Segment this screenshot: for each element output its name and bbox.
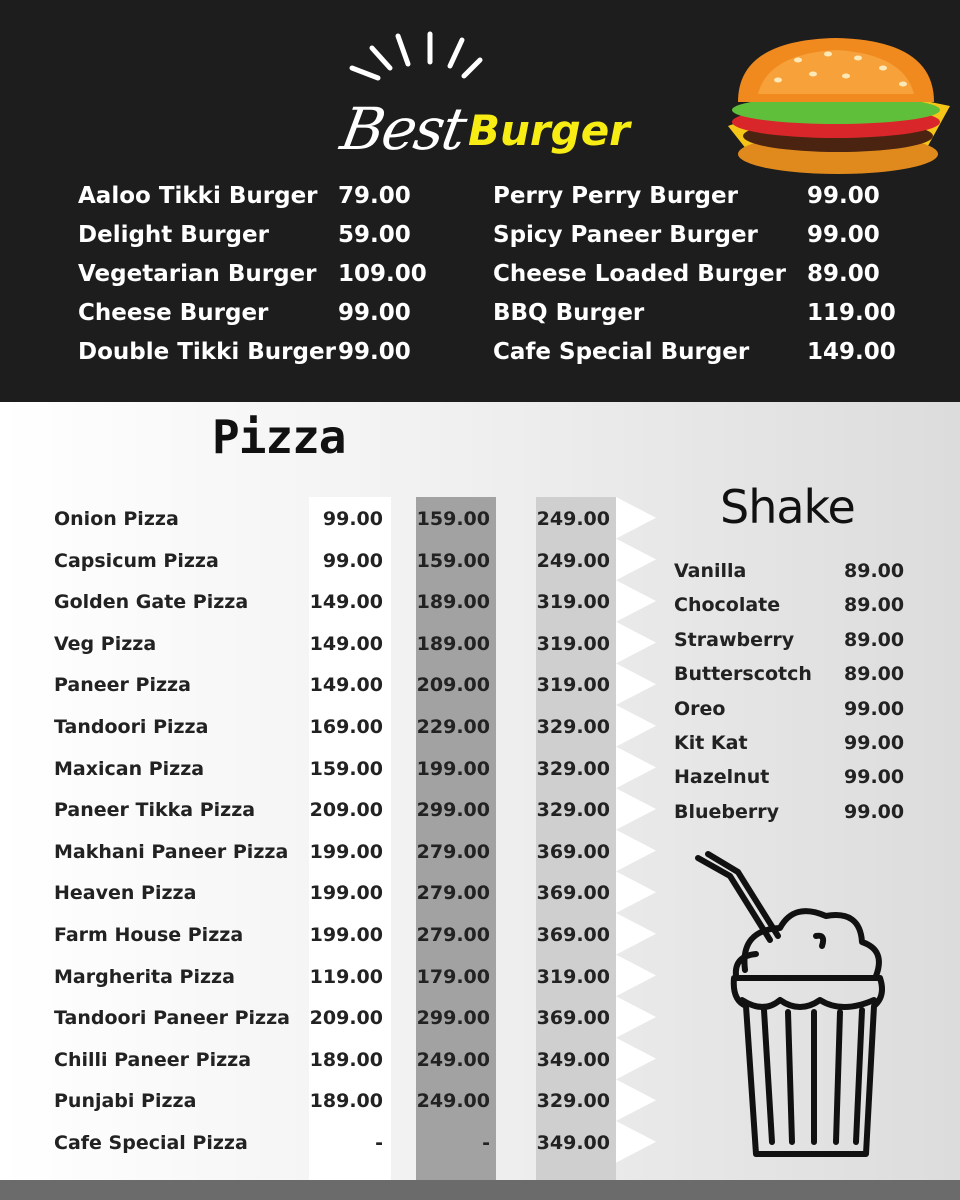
shake-name: Kit Kat [674,731,748,754]
shake-heading: Shake [720,480,855,534]
pizza-row [0,664,640,706]
burger-prices-left [338,177,427,372]
burger-price: 99.00 [338,339,411,365]
pizza-row [0,1039,640,1081]
price-medium: 249.00 [416,1048,490,1071]
price-medium: 249.00 [416,1090,490,1113]
burger-name: Aaloo Tikki Burger [78,183,318,209]
pizza-row [0,831,640,873]
burger-price: 99.00 [807,222,880,248]
shake-price: 99.00 [844,766,905,789]
burger-name: Double Tikki Burger [78,339,336,365]
burger-name: Spicy Paneer Burger [493,222,758,248]
price-medium: 279.00 [416,840,490,863]
price-small: 169.00 [309,715,383,738]
burger-illustration [718,14,958,184]
price-large: 249.00 [536,508,610,530]
price-medium: 279.00 [416,882,490,905]
shake-name: Oreo [674,697,726,720]
pizza-name: Farm House Pizza [54,923,244,946]
shake-name: Blueberry [674,800,780,823]
burger-section [0,0,960,402]
shake-price: 89.00 [844,560,905,582]
logo-burger-text: Burger [468,106,630,155]
shake-row [674,691,914,725]
pizza-name: Tandoori Paneer Pizza [54,1007,290,1030]
shake-name: Hazelnut [674,766,770,789]
burger-name: BBQ Burger [493,300,645,326]
pizza-row [0,872,640,914]
burger-price: 99.00 [338,300,411,326]
pizza-list [0,498,640,1164]
price-small: 159.00 [309,757,383,780]
price-medium: 189.00 [416,632,490,655]
shake-row [674,725,914,759]
shake-price: 99.00 [844,800,905,823]
footer-bar [0,1180,960,1200]
shake-row [674,759,914,793]
shake-price: 99.00 [844,697,905,720]
price-small: 99.00 [322,549,383,572]
price-large: 369.00 [536,840,610,863]
shake-price: 89.00 [844,663,905,686]
best-burger-logo [330,30,630,170]
pizza-name: Golden Gate Pizza [54,591,249,614]
price-large: 349.00 [536,1048,610,1071]
burger-name: Delight Burger [78,222,269,248]
pizza-row [0,623,640,665]
shake-row [674,587,914,621]
pizza-row [0,748,640,790]
pizza-name: Tandoori Pizza [54,715,209,738]
shake-price: 99.00 [844,731,905,754]
shake-row [674,553,914,587]
price-small: 199.00 [309,923,383,946]
pizza-row [0,498,640,540]
price-small: 199.00 [309,840,383,863]
price-small: 199.00 [309,882,383,905]
pizza-row [0,997,640,1039]
price-small: 189.00 [309,1090,383,1113]
pizza-name: Maxican Pizza [54,757,205,780]
shake-price: 89.00 [844,628,905,651]
burger-price: 59.00 [338,222,411,248]
price-medium: - [482,1131,490,1154]
pizza-name: Punjabi Pizza [54,1090,197,1113]
price-large: 369.00 [536,923,610,946]
pizza-row [0,706,640,748]
price-large: 329.00 [536,757,610,780]
price-medium: 159.00 [416,508,490,530]
pizza-name: Paneer Pizza [54,674,191,697]
pizza-name: Paneer Tikka Pizza [54,799,256,822]
shake-list [674,553,914,828]
price-small: 149.00 [309,674,383,697]
shake-row [674,656,914,690]
burger-price: 79.00 [338,183,411,209]
price-large: 329.00 [536,715,610,738]
pizza-name: Onion Pizza [54,508,179,530]
burger-name: Cheese Loaded Burger [493,261,786,287]
burger-name: Vegetarian Burger [78,261,317,287]
burger-price: 149.00 [807,339,896,365]
shake-price: 89.00 [844,594,905,617]
pizza-name: Chilli Paneer Pizza [54,1048,252,1071]
price-large: 319.00 [536,965,610,988]
pizza-heading: Pizza [212,410,346,464]
price-large: 249.00 [536,549,610,572]
burger-names-right [493,177,786,372]
price-large: 369.00 [536,1007,610,1030]
burger-name: Cafe Special Burger [493,339,750,365]
price-large: 349.00 [536,1131,610,1154]
shake-name: Chocolate [674,594,781,617]
burger-price: 109.00 [338,261,427,287]
burger-name: Cheese Burger [78,300,269,326]
price-large: 369.00 [536,882,610,905]
pizza-row [0,914,640,956]
price-small: - [375,1131,383,1154]
shake-row [674,794,914,828]
price-medium: 299.00 [416,799,490,822]
price-small: 99.00 [322,508,383,530]
price-small: 209.00 [309,799,383,822]
price-medium: 199.00 [416,757,490,780]
shake-name: Strawberry [674,628,795,651]
price-large: 319.00 [536,591,610,614]
pizza-name: Veg Pizza [54,632,157,655]
burger-price: 99.00 [807,183,880,209]
shake-row [674,622,914,656]
price-large: 329.00 [536,799,610,822]
pizza-name: Capsicum Pizza [54,549,219,572]
price-large: 319.00 [536,674,610,697]
burger-price: 89.00 [807,261,880,287]
price-small: 149.00 [309,632,383,655]
pizza-row [0,1122,640,1164]
pizza-row [0,540,640,582]
price-large: 319.00 [536,632,610,655]
price-small: 189.00 [309,1048,383,1071]
pizza-name: Margherita Pizza [54,965,235,988]
price-small: 149.00 [309,591,383,614]
burger-price: 119.00 [807,300,896,326]
shake-name: Vanilla [674,560,747,582]
price-medium: 229.00 [416,715,490,738]
pizza-row [0,1080,640,1122]
price-medium: 209.00 [416,674,490,697]
price-medium: 189.00 [416,591,490,614]
pizza-name: Heaven Pizza [54,882,197,905]
pizza-row [0,956,640,998]
price-medium: 279.00 [416,923,490,946]
burger-names-left [78,177,336,372]
price-large: 329.00 [536,1090,610,1113]
price-small: 119.00 [309,965,383,988]
price-small: 209.00 [309,1007,383,1030]
burger-prices-right [807,177,896,372]
pizza-row [0,789,640,831]
burger-name: Perry Perry Burger [493,183,738,209]
price-medium: 159.00 [416,549,490,572]
shake-name: Butterscotch [674,663,812,686]
pizza-name: Makhani Paneer Pizza [54,840,289,863]
pizza-name: Cafe Special Pizza [54,1131,248,1154]
price-medium: 179.00 [416,965,490,988]
milkshake-illustration [690,850,900,1170]
pizza-row [0,581,640,623]
logo-best-text: Best [336,95,471,163]
price-medium: 299.00 [416,1007,490,1030]
